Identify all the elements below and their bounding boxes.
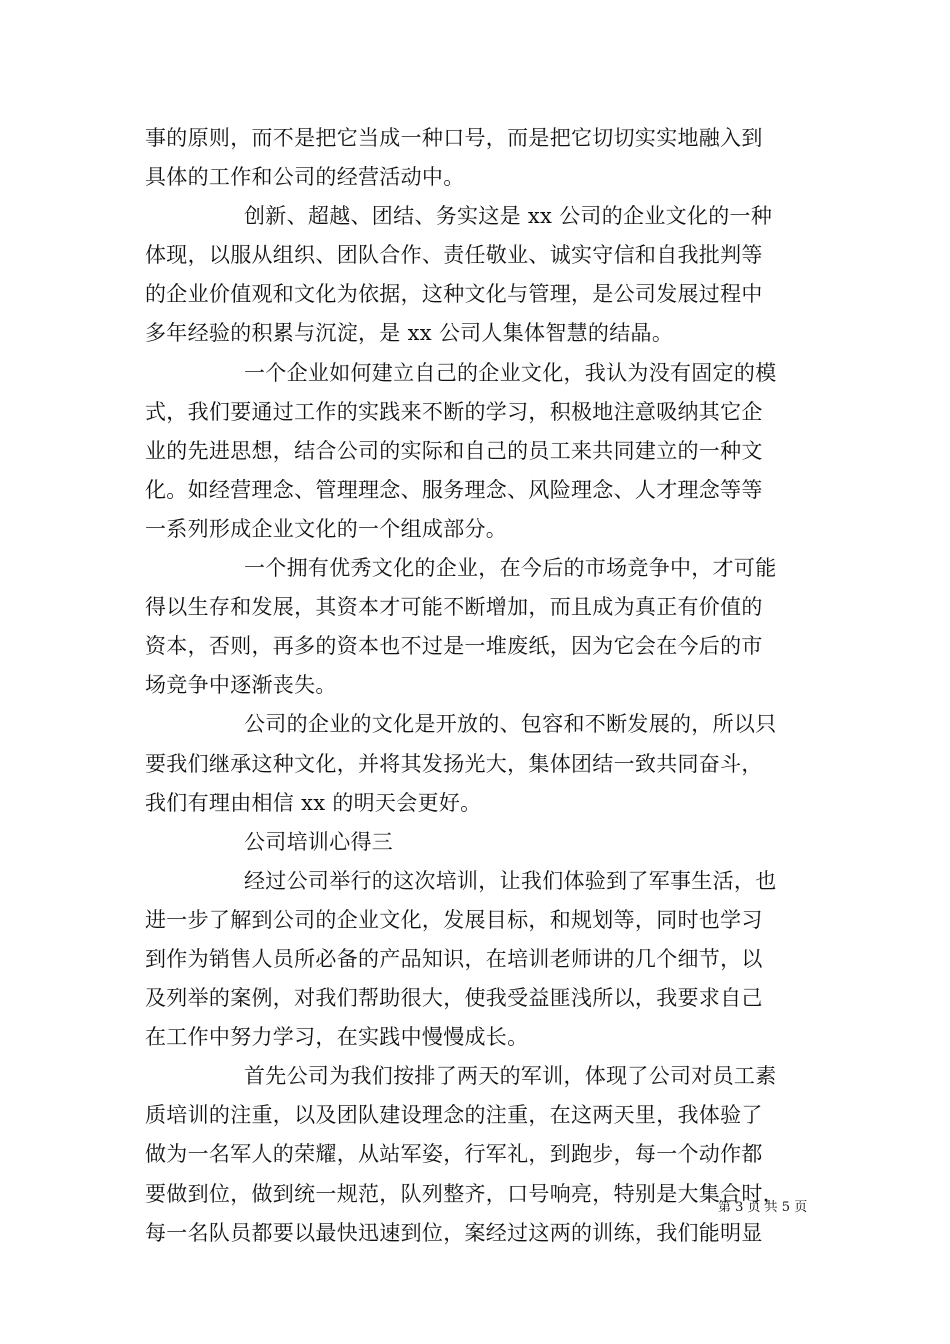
text-line: 式，我们要通过工作的实践来不断的学习，积极地注意吸纳其它企 [145,399,763,424]
text-line: 事的原则，而不是把它当成一种口号，而是把它切切实实地融入到 [145,126,763,150]
text-line: 做为一名军人的荣耀，从站军姿，行军礼，到跑步，每一个动作都 [145,1142,763,1167]
section-heading: 公司培训心得三 [244,829,394,854]
text-line: 公司的企业的文化是开放的、包容和不断发展的，所以只 [244,712,777,737]
text-line: 创新、超越、团结、务实这是 xx 公司的企业文化的一种 [244,204,773,229]
text-line: 化。如经营理念、管理理念、服务理念、风险理念、人才理念等等 [145,477,763,502]
text-line: 一个拥有优秀文化的企业，在今后的市场竞争中，才可能 [244,556,777,581]
text-line: 体现，以服从组织、团队合作、责任敬业、诚实守信和自我批判等 [145,243,763,268]
text-line: 到作为销售人员所必备的产品知识，在培训老师讲的几个细节，以 [145,946,763,971]
text-line: 一系列形成企业文化的一个组成部分。 [145,516,508,541]
text-line: 进一步了解到公司的企业文化，发展目标，和规划等，同时也学习 [145,907,763,932]
text-line: 每一名队员都要以最快迅速到位，案经过这两的训练，我们能明显 [145,1220,763,1245]
text-line: 在工作中努力学习，在实践中慢慢成长。 [145,1025,529,1050]
text-line: 我们有理由相信 xx 的明天会更好。 [145,790,482,815]
text-line: 一个企业如何建立自己的企业文化，我认为没有固定的模 [244,360,777,385]
text-line: 场竞争中逐渐丧失。 [145,673,337,698]
text-line: 及列举的案例，对我们帮助很大，使我受益匪浅所以，我要求自己 [145,986,763,1011]
text-line: 要做到位，做到统一规范，队列整齐，口号响亮，特别是大集合时， [145,1181,784,1206]
text-line: 的企业价值观和文化为依据，这种文化与管理，是公司发展过程中 [145,282,763,307]
text-line: 资本，否则，再多的资本也不过是一堆废纸，因为它会在今后的市 [145,634,763,659]
body-text [145,119,825,1253]
text-line: 要我们继承这种文化，并将其发扬光大，集体团结一致共同奋斗， [145,751,763,776]
text-line: 业的先进思想，结合公司的实际和自己的员工来共同建立的一种文 [145,438,763,463]
text-line: 质培训的注重，以及团队建设理念的注重，在这两天里，我体验了 [145,1103,763,1128]
text-line: 经过公司举行的这次培训，让我们体验到了军事生活，也 [244,868,777,893]
text-line: 得以生存和发展，其资本才可能不断增加，而且成为真正有价值的 [145,595,763,620]
page-number: 第 3 页 共 5 页 [718,1200,808,1215]
text-line: 首先公司为我们按排了两天的军训，体现了公司对员工素 [244,1064,777,1089]
text-line: 多年经验的积累与沉淀，是 xx 公司人集体智慧的结晶。 [145,321,674,346]
text-line: 具体的工作和公司的经营活动中。 [145,165,465,190]
